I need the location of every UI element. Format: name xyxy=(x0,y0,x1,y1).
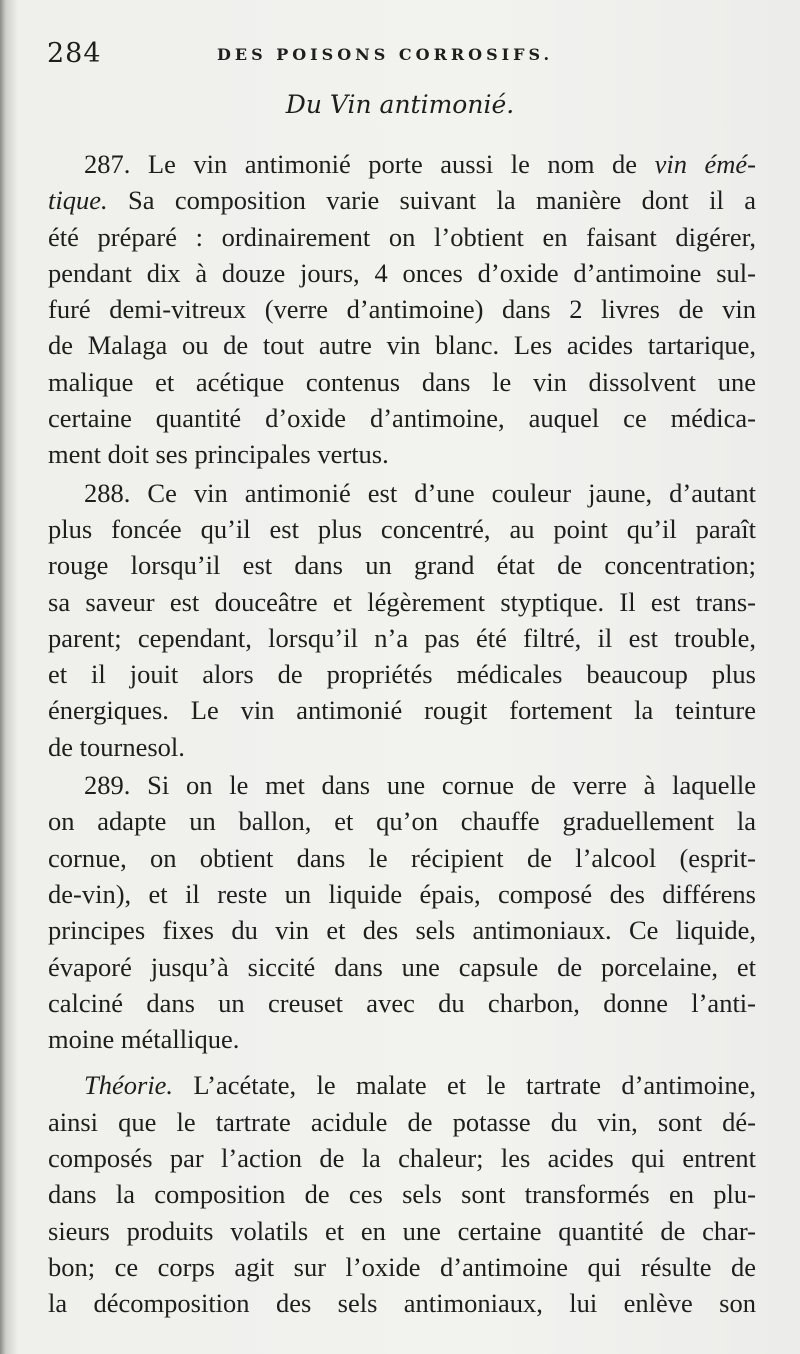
text-line: dans la composition de ces sels sont transformés en plu- xyxy=(48,1179,756,1210)
section-title: Du Vin antimonié. xyxy=(285,90,515,119)
text-line: pendant dix à douze jours, 4 onces d’oxide d’antimoine sul- xyxy=(48,257,756,288)
text-line: la décomposition des sels antimoniaux, lui enlève son xyxy=(48,1288,756,1319)
text-line: on adapte un ballon, et qu’on chauffe graduellement la xyxy=(48,806,756,837)
text-line: sa saveur est douceâtre et légèrement styptique. Il est trans- xyxy=(48,586,756,617)
text-line: calciné dans un creuset avec du charbon, donne l’anti- xyxy=(48,987,756,1018)
text-line: ainsi que le tartrate acidule de potasse du vin, sont dé- xyxy=(48,1106,756,1137)
text-line: principes fixes du vin et des sels antimoniaux. Ce liquide, xyxy=(48,915,756,946)
text-line: furé demi-vitreux (verre d’antimoine) dans 2 livres de vin xyxy=(48,294,756,325)
text-line: 289. Si on le met dans une cornue de verre à laquelle xyxy=(84,770,756,801)
text-line: bon; ce corps agit sur l’oxide d’antimoine qui résulte de xyxy=(48,1251,756,1282)
text-line: cornue, on obtient dans le récipient de l’alcool (esprit- xyxy=(48,842,756,873)
text-line: tique. Sa composition varie suivant la manière dont il a xyxy=(48,185,756,216)
text-line: 288. Ce vin antimonié est d’une couleur jaune, d’autant xyxy=(84,477,756,508)
text-line: été préparé : ordinairement on l’obtient en faisant digérer, xyxy=(48,221,756,252)
text-line: énergiques. Le vin antimonié rougit fortement la teinture xyxy=(48,695,756,726)
text-line: parent; cependant, lorsqu’il n’a pas été filtré, il est trouble, xyxy=(48,622,756,653)
text-line: moine métallique. xyxy=(48,1024,240,1055)
body-text xyxy=(48,146,756,1322)
text-line: malique et acétique contenus dans le vin dissolvent une xyxy=(48,366,756,397)
text-line: plus foncée qu’il est plus concentré, au point qu’il paraît xyxy=(48,513,756,544)
page-number: 284 xyxy=(47,38,102,69)
text-line: sieurs produits volatils et en une certaine quantité de char- xyxy=(48,1215,756,1246)
text-line: rouge lorsqu’il est dans un grand état de concentration; xyxy=(48,550,756,581)
text-line: ment doit ses principales vertus. xyxy=(48,439,389,470)
text-line: 287. Le vin antimonié porte aussi le nom de vin émé- xyxy=(84,149,756,179)
text-line: de Malaga ou de tout autre vin blanc. Les acides tartarique, xyxy=(48,330,756,361)
text-line: de-vin), et il reste un liquide épais, composé des différens xyxy=(48,878,756,909)
text-line: certaine quantité d’oxide d’antimoine, auquel ce médica- xyxy=(48,403,756,434)
text-line: évaporé jusqu’à siccité dans une capsule de porcelaine, et xyxy=(48,951,756,982)
page-header xyxy=(47,38,762,74)
running-title: DES POISONS CORROSIFS. xyxy=(217,45,554,64)
text-line: et il jouit alors de propriétés médicales beaucoup plus xyxy=(48,659,756,690)
text-line: de tournesol. xyxy=(48,731,185,762)
text-line: Théorie. L’acétate, le malate et le tartrate d’antimoine, xyxy=(84,1070,756,1101)
text-line: composés par l’action de la chaleur; les acides qui entrent xyxy=(48,1143,756,1174)
